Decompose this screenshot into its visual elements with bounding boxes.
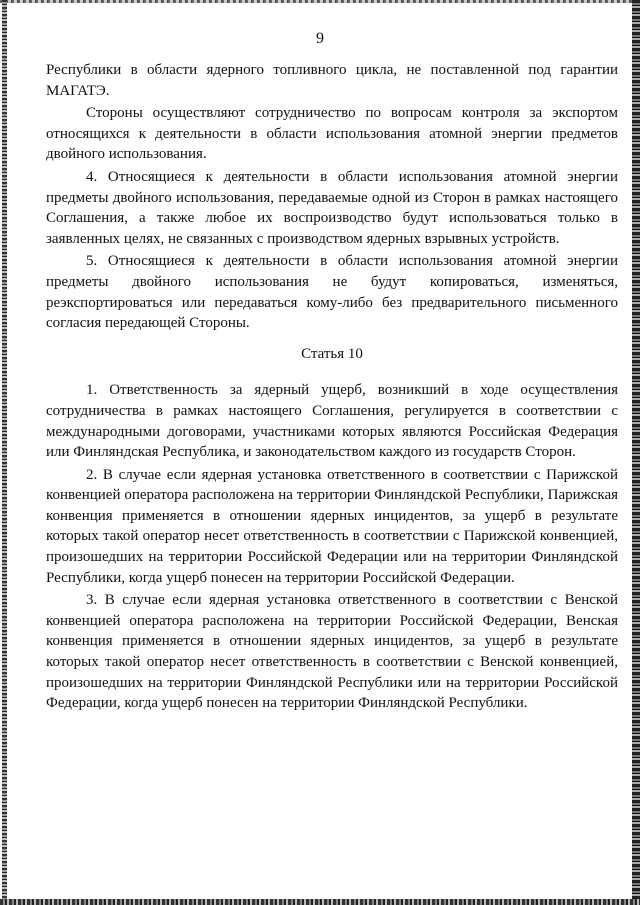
scan-edge-left — [2, 0, 7, 905]
scan-edge-bottom — [0, 899, 640, 905]
article-paragraph-2: 2. В случае если ядерная установка ответственного в соответствии с Парижской конвенцией оператора расположена на территории Финляндской Республики, Парижская конвенция применяется в отношении ядерных инцидентов, за ущерб в результате которых такой оператор несет ответственность в соответствии с Парижской конвенцией, произошедших на территории Российской Федерации или на территории Финляндской Республики, когда ущерб понесен на территории Российской Федерации. — [46, 466, 618, 586]
scan-edge-right — [632, 0, 640, 905]
scan-edge-top — [0, 0, 640, 3]
document-body — [46, 60, 618, 714]
paragraph-export-control: Стороны осуществляют сотрудничество по вопросам контроля за экспортом относящихся к деятельности в области использования атомной энергии предметов двойного использования. — [46, 105, 618, 163]
page-number: 9 — [316, 30, 324, 47]
article-paragraph-1: 1. Ответственность за ядерный ущерб, возникший в ходе осуществления сотрудничества в рамках настоящего Соглашения, регулируется в соответствии с международными договорами, участниками которых являются Российская Федерация или Финляндская Республика, и законодательством каждого из государств Сторон. — [46, 382, 618, 461]
paragraph-item-4: 4. Относящиеся к деятельности в области использования атомной энергии предметы двойного использования, передаваемые одной из Сторон в рамках настоящего Соглашения, а также любое их воспроизводство будут использоваться только в заявленных целях, не связанных с производством ядерных взрывных устройств. — [46, 168, 618, 247]
article-paragraph-3: 3. В случае если ядерная установка ответственного в соответствии с Венской конвенцией оператора расположена на территории Российской Федерации, Венская конвенция применяется в отношении ядерных инцидентов, за ущерб в результате которых такой оператор несет ответственность в соответствии с Венской конвенцией, произошедших на территории Финляндской Республики или на территории Российской Федерации, когда ущерб понесен на территории Финляндской Республики. — [46, 592, 618, 712]
article-heading: Статья 10 — [301, 345, 363, 362]
paragraph-item-5: 5. Относящиеся к деятельности в области использования атомной энергии предметы двойного использования не будут копироваться, изменяться, реэкспортироваться или передаваться кому-либо без предварительного письменного согласия передающей Стороны. — [46, 253, 618, 332]
paragraph-continuation: Республики в области ядерного топливного цикла, не поставленной под гарантии МАГАТЭ. — [46, 62, 618, 99]
